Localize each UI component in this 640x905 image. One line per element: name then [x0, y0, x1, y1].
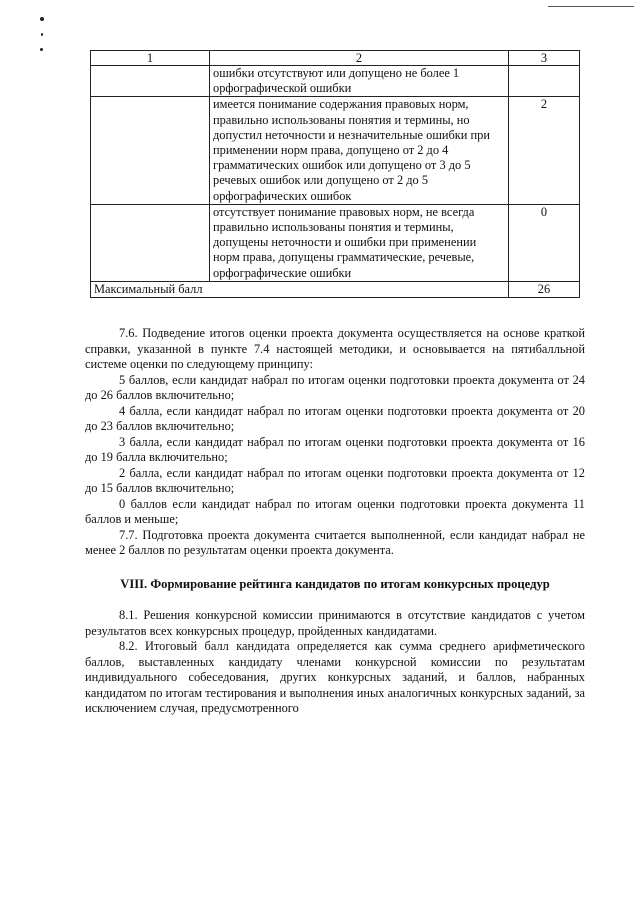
- evaluation-table: [90, 50, 580, 298]
- score-cell: [509, 66, 580, 97]
- table-header-row: [91, 51, 580, 66]
- max-score-row: [91, 281, 580, 297]
- table-row: [91, 66, 580, 97]
- description-cell: ошибки отсутствуют или допущено не более 1 орфографической ошибки: [210, 66, 509, 97]
- paragraph-8-1: 8.1. Решения конкурсной комиссии принимаются в отсутствие кандидатов с учетом результатов всех конкурсных процедур, пройденных кандидатами.: [85, 608, 585, 638]
- scan-dot: [41, 33, 43, 36]
- table-row: [91, 204, 580, 281]
- scan-dot: [40, 48, 43, 51]
- section-heading: VIII. Формирование рейтинга кандидатов по итогам конкурсных процедур: [120, 576, 550, 591]
- paragraph-score-5: 5 баллов, если кандидат набрал по итогам оценки подготовки проекта документа от 24 до 26 баллов включительно;: [85, 372, 585, 402]
- criterion-cell: [91, 204, 210, 281]
- scan-dot: [40, 17, 44, 21]
- table-row: [91, 97, 580, 204]
- max-score-label: Максимальный балл: [91, 281, 509, 297]
- body-text: [85, 326, 585, 717]
- paragraph-score-4: 4 балла, если кандидат набрал по итогам оценки подготовки проекта документа от 20 до 23 баллов включительно;: [85, 403, 585, 433]
- paragraph-score-3: 3 балла, если кандидат набрал по итогам оценки подготовки проекта документа от 16 до 19 балла включительно;: [85, 434, 585, 464]
- table-header-cell: 1: [91, 51, 210, 66]
- paragraph-score-0: 0 баллов если кандидат набрал по итогам оценки подготовки проекта документа 11 баллов и меньше;: [85, 496, 585, 526]
- criterion-cell: [91, 66, 210, 97]
- max-score-value: 26: [509, 281, 580, 297]
- paragraph-7-7: 7.7. Подготовка проекта документа считается выполненной, если кандидат набрал не менее 2 баллов по результатам оценки проекта документа.: [85, 527, 585, 557]
- description-cell: отсутствует понимание правовых норм, не всегда правильно использованы понятия и термины, допущены неточности и ошибки при применении норм права, допущены грамматические, речевые, орфографические ошибки: [210, 204, 509, 281]
- description-cell: имеется понимание содержания правовых норм, правильно использованы понятия и термины, но допустил неточности и незначительные ошибки при применении норм права, допущено от 2 до 4 грамматических ошибок или допущено от 3 до 5 речевых ошибок или допущено от 2 до 5 орфографических ошибок: [210, 97, 509, 204]
- paragraph-8-2: 8.2. Итоговый балл кандидата определяется как сумма среднего арифметического баллов, выставленных кандидату членами конкурсной комиссии по результатам индивидуального собеседования, других конкурсных заданий, и баллов, набранных кандидатом по итогам тестирования и выполнения иных аналогичных конкурсных заданий, за исключением случая, предусмотренного: [85, 639, 585, 715]
- scan-edge-line: [548, 6, 634, 7]
- score-cell: 0: [509, 204, 580, 281]
- paragraph-7-6: 7.6. Подведение итогов оценки проекта документа осуществляется на основе краткой справки, указанной в пункте 7.4 настоящей методики, и основывается на пятибалльной системе оценки по следующему принципу:: [85, 326, 585, 371]
- score-cell: 2: [509, 97, 580, 204]
- table-header-cell: 3: [509, 51, 580, 66]
- criterion-cell: [91, 97, 210, 204]
- table-header-cell: 2: [210, 51, 509, 66]
- paragraph-score-2: 2 балла, если кандидат набрал по итогам оценки подготовки проекта документа от 12 до 15 баллов включительно;: [85, 465, 585, 495]
